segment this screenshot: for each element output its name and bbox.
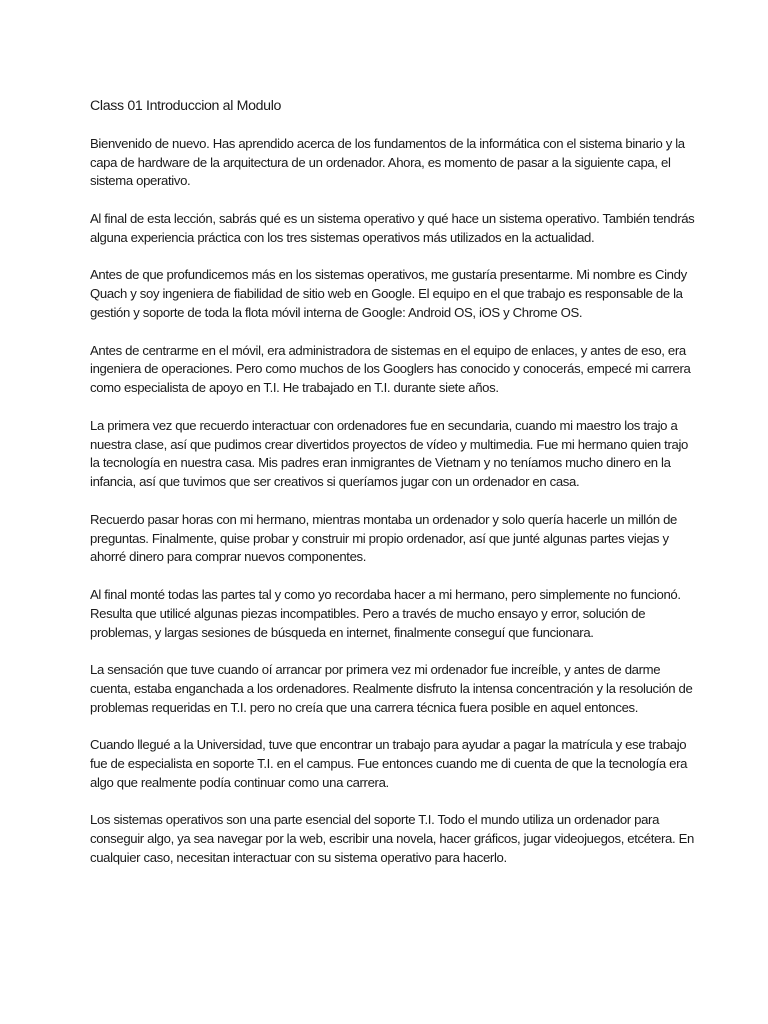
paragraph-5: La primera vez que recuerdo interactuar con ordenadores fue en secundaria, cuando mi maestro los trajo a nuestra clase, así que pudimos crear divertidos proyectos de vídeo y multimedia. Fue mi hermano quien trajo la tecnología en nuestra casa. Mis padres eran inmigrantes de Vietnam y no teníamos mucho dinero en la infancia, así que tuvimos que ser creativos si queríamos jugar con un ordenador en casa. (90, 417, 688, 490)
paragraph-1: Bienvenido de nuevo. Has aprendido acerca de los fundamentos de la informática con el sistema binario y la capa de hardware de la arquitectura de un ordenador. Ahora, es momento de pasar a la siguiente capa, el sistema operativo. (90, 135, 685, 189)
paragraph-2: Al final de esta lección, sabrás qué es un sistema operativo y qué hace un sistema operativo. También tendrás alguna experiencia práctica con los tres sistemas operativos más utilizados en la actualidad. (90, 210, 695, 245)
paragraph-8: La sensación que tuve cuando oí arrancar por primera vez mi ordenador fue increíble, y antes de darme cuenta, estaba enganchada a los ordenadores. Realmente disfruto la intensa concentración y la resolución de problemas requeridas en T.I. pero no creía que una carrera técnica fuera posible en aquel entonces. (90, 662, 693, 715)
document-title: Class 01 Introduccion al Modulo (90, 98, 282, 114)
paragraph-9: Cuando llegué a la Universidad, tuve que encontrar un trabajo para ayudar a pagar la matrícula y ese trabajo fue de especialista en soporte T.I. en el campus. Fue entonces cuando me di cuenta de que la tecnología era algo que realmente podía continuar como una carrera. (90, 737, 688, 790)
paragraph-7: Al final monté todas las partes tal y como yo recordaba hacer a mi hermano, pero simplemente no funcionó. Resulta que utilicé algunas piezas incompatibles. Pero a través de mucho ensayo y error, solución de problemas, y largas sesiones de búsqueda en internet, finalmente conseguí que funcionara. (90, 586, 681, 640)
paragraph-4: Antes de centrarme en el móvil, era administradora de sistemas en el equipo de enlaces, y antes de eso, era ingeniera de operaciones. Pero como muchos de los Googlers has conocido y conocerás, empecé mi carrera como especialista de apoyo en T.I. He trabajado en T.I. durante siete años. (90, 342, 691, 396)
paragraph-6: Recuerdo pasar horas con mi hermano, mientras montaba un ordenador y solo quería hacerle un millón de preguntas. Finalmente, quise probar y construir mi propio ordenador, así que junté algunas partes viejas y ahorré dinero para comprar nuevos componentes. (90, 511, 677, 565)
paragraph-10: Los sistemas operativos son una parte esencial del soporte T.I. Todo el mundo utiliza un ordenador para conseguir algo, ya sea navegar por la web, escribir una novela, hacer gráficos, jugar videojuegos, etcétera. En cualquier caso, necesitan interactuar con su sistema operativo para hacerlo. (90, 812, 694, 866)
document-body (90, 135, 698, 868)
paragraph-3: Antes de que profundicemos más en los sistemas operativos, me gustaría presentarme. Mi nombre es Cindy Quach y soy ingeniera de fiabilidad de sitio web en Google. El equipo en el que trabajo es responsable de la gestión y soporte de toda la flota móvil interna de Google: Android OS, iOS y Chrome OS. (90, 267, 687, 320)
